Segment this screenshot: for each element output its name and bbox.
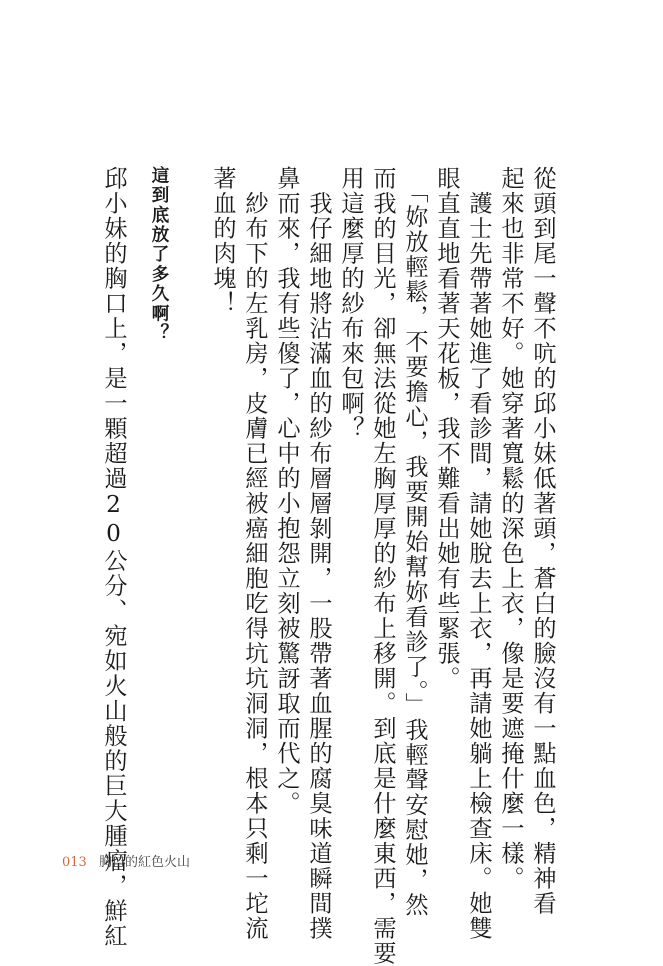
text-column-13: 邱小妹的胸口上，是一顆超過20公分、宛如火山般的巨大腫瘤，鮮紅	[100, 166, 127, 949]
text-column-1: 從頭到尾一聲不吭的邱小妹低著頭，蒼白的臉沒有一點血色，精神看	[529, 166, 556, 916]
text-column-2: 起來也非常不好。她穿著寬鬆的深色上衣，像是要遮掩什麼一樣。	[497, 166, 524, 891]
text-column-4: 眼直直地看著天花板，我不難看出她有些緊張。	[433, 166, 460, 691]
text-column-10: 紗布下的左乳房，皮膚已經被癌細胞吃得坑坑洞洞，根本只剩一坨流	[241, 166, 268, 941]
text-column-8: 我仔細地將沾滿血的紗布層層剝開，一股帶著血腥的腐臭味道瞬間撲	[305, 166, 332, 941]
page-footer	[62, 851, 190, 870]
text-column-3: 護士先帶著她進了看診間，請她脫去上衣，再請她躺上檢查床。她雙	[465, 166, 492, 941]
emphasis-line: 這到底放了多久啊？	[149, 166, 169, 344]
text-column-5: 「妳放輕鬆，不要擔心，我要開始幫妳看診了。」我輕聲安慰她，然	[401, 166, 428, 918]
text-column-7: 用這麼厚的紗布來包啊？	[337, 166, 364, 441]
running-title: 胸口的紅色火山	[98, 855, 190, 870]
text-column-9: 鼻而來，我有些傻了，心中的小抱怨立刻被驚訝取而代之。	[273, 166, 300, 816]
page-number: 013	[62, 855, 87, 870]
text-column-6: 而我的目光，卻無法從她左胸厚厚的紗布上移開。到底是什麼東西，需要	[369, 166, 396, 966]
text-column-11: 著血的肉塊！	[209, 166, 236, 316]
